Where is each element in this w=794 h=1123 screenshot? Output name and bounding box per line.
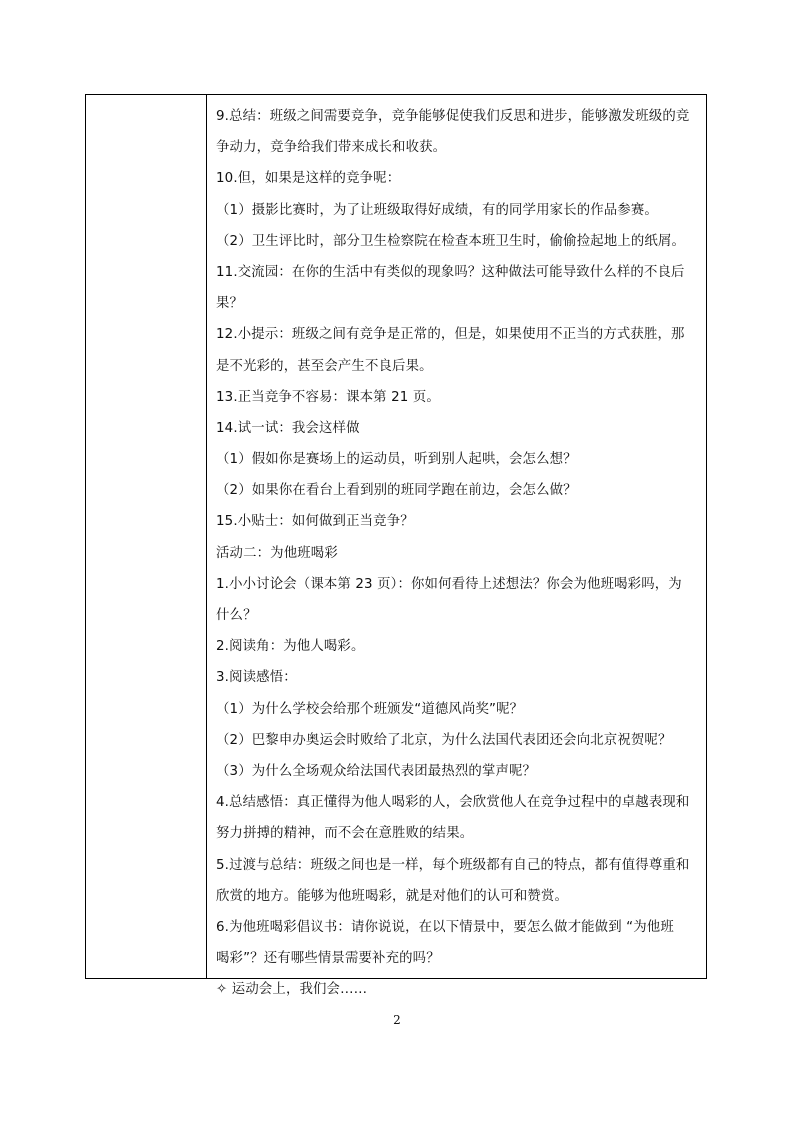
text-line: 1.小小讨论会（课本第 23 页）：你如何看待上述想法？你会为他班喝彩吗，为: [216, 576, 682, 592]
text-line: 果？: [216, 296, 244, 312]
text-line: 喝彩”？还有哪些情景需要补充的吗？: [216, 951, 440, 967]
text-line: （3）为什么全场观众给法国代表团最热烈的掌声呢？: [216, 763, 537, 779]
text-line: ✧ 运动会上，我们会……: [216, 982, 368, 998]
text-line: 5.过渡与总结：班级之间也是一样，每个班级都有自己的特点，都有值得尊重和: [216, 857, 690, 873]
text-line: 3.阅读感悟：: [216, 670, 297, 686]
text-line: 9.总结：班级之间需要竞争，竞争能够促使我们反思和进步，能够激发班级的竞: [216, 109, 690, 124]
page-number: 2: [393, 1013, 401, 1027]
text-line: 2.阅读角：为他人喝彩。: [216, 639, 365, 655]
text-line: 10.但，如果是这样的竞争呢：: [216, 171, 401, 187]
text-line: （2）如果你在看台上看到别的班同学跑在前边，会怎么做？: [216, 483, 577, 499]
content-cell: [208, 95, 706, 998]
left-column-cell: [86, 95, 207, 978]
text-line: 13.正当竞争不容易：课本第 21 页。: [216, 389, 440, 405]
text-line: 15.小贴士：如何做到正当竞争？: [216, 514, 414, 530]
text-line: 努力拼搏的精神，而不会在意胜败的结果。: [216, 826, 474, 842]
text-line: 什么？: [216, 608, 257, 623]
text-line: 是不光彩的，甚至会产生不良后果。: [216, 358, 433, 374]
text-line: 6.为他班喝彩倡议书：请你说说，在以下情景中，要怎么做才能做到 “为他班: [216, 919, 674, 935]
text-line: 4.总结感悟：真正懂得为他人喝彩的人，会欣赏他人在竞争过程中的卓越表现和: [216, 795, 690, 811]
text-line: （2）巴黎申办奥运会时败给了北京，为什么法国代表团还会向北京祝贺呢？: [216, 732, 672, 748]
text-line: 12.小提示：班级之间有竞争是正常的，但是，如果使用不正当的方式获胜，那: [216, 327, 685, 343]
text-line: 欣赏的地方。能够为他班喝彩，就是对他们的认可和赞赏。: [216, 888, 569, 904]
text-line: 争动力，竞争给我们带来成长和收获。: [216, 140, 447, 156]
text-line: 14.试一试：我会这样做: [216, 420, 360, 436]
text-line: （1）假如你是赛场上的运动员，听到别人起哄，会怎么想？: [216, 452, 577, 468]
text-line: 11.交流园：在你的生活中有类似的现象吗？这种做法可能导致什么样的不良后: [216, 264, 685, 280]
text-line: （2）卫生评比时，部分卫生检察院在检查本班卫生时，偷偷捡起地上的纸屑。: [216, 233, 686, 249]
text-line: （1）摄影比赛时，为了让班级取得好成绩，有的同学用家长的作品参赛。: [216, 202, 658, 218]
text-line: 活动二：为他班喝彩: [216, 545, 338, 561]
text-line: （1）为什么学校会给那个班颁发“道德风尚奖”呢？: [216, 701, 524, 717]
lesson-table: [85, 94, 707, 998]
